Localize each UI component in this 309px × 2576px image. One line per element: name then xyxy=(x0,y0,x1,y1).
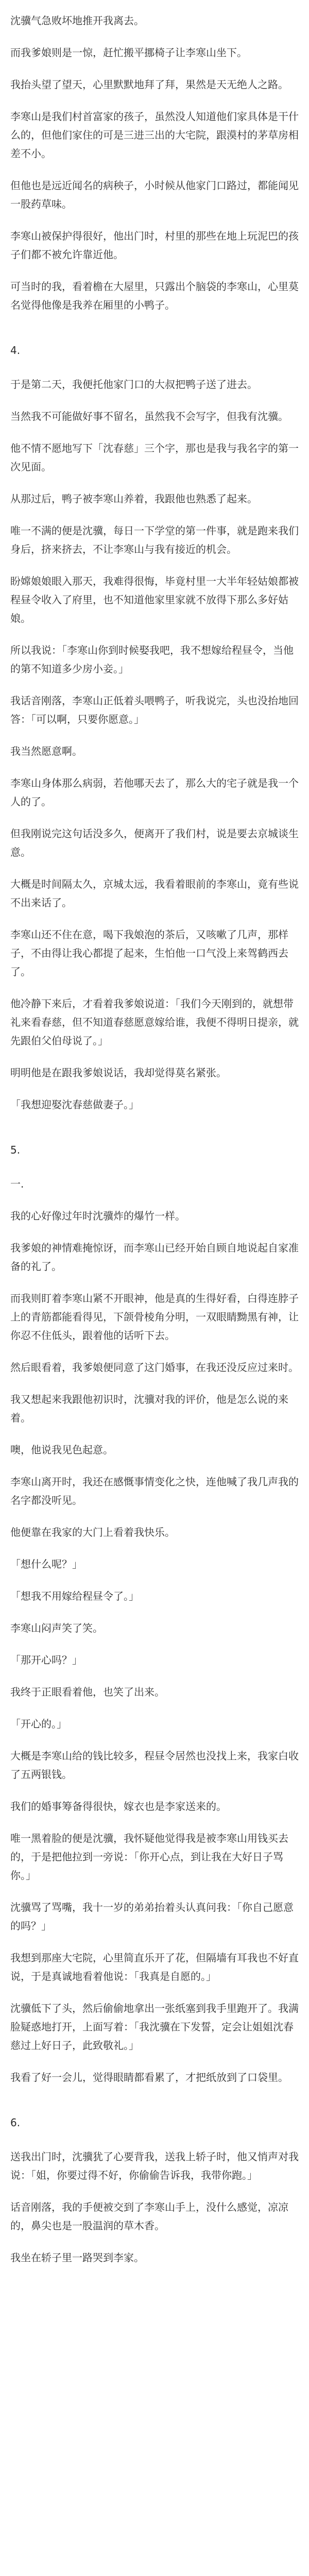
paragraph: 一. xyxy=(10,1178,24,1190)
paragraph: 「我想迎娶沈春慈做妻子。」 xyxy=(10,1098,139,1111)
section-number: 4. xyxy=(10,344,21,357)
section-number: 5. xyxy=(10,1144,21,1156)
paragraph: 而我则盯着李寒山紧不开眼神，他是真的生得好看，白得连脖子上的青筋都能看得见，下颌骨棱角分明，一双眼睛黝黑有神，让你忍不住低头，跟着他的话听下去。 xyxy=(10,1292,299,1342)
paragraph: 唯一不满的便是沈骥，每日一下学堂的第一件事，就是跑来我们身后，挤来挤去，不让李寒山与我有接近的机会。 xyxy=(10,524,299,555)
paragraph: 李寒山还不住在意，喝下我娘泡的茶后，又咳嗽了几声，那样子，不由得让我心都提了起来，生怕他一口气没上来驾鹤西去了。 xyxy=(10,928,288,978)
paragraph: 我看了好一会儿，觉得眼睛都看累了，才把纸放到了口袋里。 xyxy=(10,2071,288,2083)
paragraph: 「想什么呢？」 xyxy=(10,1558,82,1570)
paragraph: 大概是时间隔太久，京城太远，我看着眼前的李寒山，竟有些说不出来话了。 xyxy=(10,878,299,909)
paragraph: 李寒山闷声笑了笑。 xyxy=(10,1622,103,1634)
paragraph: 当然我不可能做好事不留名，虽然我不会写字，但我有沈骥。 xyxy=(10,410,288,422)
paragraph: 「开心的。」 xyxy=(10,1718,67,1730)
paragraph: 盼嫦娘娘眼入那天，我难得很悔，毕竟村里一大半年轻姑娘都被程昼令收入了府里，也不知道他家里家就不放得下那么多好姑娘。 xyxy=(10,575,299,624)
paragraph: 从那过后，鸭子被李寒山养着，我跟他也熟悉了起来。 xyxy=(10,493,258,505)
paragraph: 我话音刚落，李寒山正低着头喂鸭子，听我说完，头也没抬地回答：「可以啊，只要你愿意。」 xyxy=(10,694,299,725)
paragraph: 送我出门时，沈骥犹了心要背我，送我上轿子时，他又悄声对我说：「姐，你要过得不好，你偷偷告诉我，我带你跑。」 xyxy=(10,2150,299,2181)
paragraph: 我爹娘的神情难掩惊讶，而李寒山已经开始自顾自地说起自家准备的礼了。 xyxy=(10,1242,299,1273)
paragraph: 李寒山是我们村首富家的孩子，虽然没人知道他们家具体是干什么的，但他们家住的可是三进三出的大宅院，跟漠村的茅草房相差不小。 xyxy=(10,110,299,160)
paragraph: 他不情不愿地写下「沈春慈」三个字，那也是我与我名字的第一次见面。 xyxy=(10,442,299,473)
paragraph: 我抬头望了望天，心里默默地拜了拜，果然是天无绝人之路。 xyxy=(10,78,288,91)
paragraph: 然后眼看着，我爹娘便同意了这门婚事，在我还没反应过来时。 xyxy=(10,1361,299,1374)
paragraph: 我们的婚事筹备得很快，嫁衣也是李家送来的。 xyxy=(10,1800,227,1812)
paragraph: 所以我说：「李寒山你到时候娶我吧，我不想嫁给程昼令，当他的第不知道多少房小妾。」 xyxy=(10,644,294,675)
paragraph: 李寒山离开时，我还在感慨事情变化之快，连他喊了我几声我的名字都没听见。 xyxy=(10,1476,299,1506)
paragraph: 话音刚落，我的手便被交到了李寒山手上，没什么感觉，凉凉的，鼻尖也是一股温润的草木香。 xyxy=(10,2201,288,2232)
paragraph: 沈骥骂了骂嘴，我十一岁的弟弟抬着头认真问我：「你自己愿意的吗？」 xyxy=(10,1901,294,1932)
paragraph: 我想到那座大宅院，心里简直乐开了花，但隔墙有耳我也不好直说，于是真诚地看着他说：「我真是自愿的。」 xyxy=(10,1952,299,1982)
paragraph: 可当时的我，看着檐在大屋里，只露出个脑袋的李寒山，心里莫名觉得他像是我养在厢里的小鸭子。 xyxy=(10,280,299,311)
paragraph: 大概是李寒山给的钱比较多，程昼令居然也没找上来，我家白收了五两银钱。 xyxy=(10,1750,299,1781)
paragraph: 他便靠在我家的大门上看着我快乐。 xyxy=(10,1526,175,1538)
paragraph: 我的心好像过年时沈骥炸的爆竹一样。 xyxy=(10,1210,185,1222)
paragraph: 李寒山身体那么病弱，若他哪天去了，那么大的宅子就是我一个人的了。 xyxy=(10,777,299,808)
paragraph: 于是第二天，我便托他家门口的大叔把鸭子送了进去。 xyxy=(10,378,258,391)
paragraph: 沈骥气急败坏地推开我离去。 xyxy=(10,14,144,27)
paragraph: 而我爹娘则是一惊，赶忙搬平挪椅子让李寒山坐下。 xyxy=(10,46,247,59)
paragraph: 我当然愿意啊。 xyxy=(10,745,82,757)
paragraph: 但他也是远近闻名的病秧子，小时候从他家门口路过，都能闻见一股药草味。 xyxy=(10,179,299,210)
paragraph: 李寒山被保护得很好，他出门时，村里的那些在地上玩泥巴的孩子们都不被允许靠近他。 xyxy=(10,230,299,261)
paragraph: 我坐在轿子里一路哭到李家。 xyxy=(10,2251,144,2264)
section-number: 6. xyxy=(10,2116,21,2129)
paragraph: 「那开心吗？」 xyxy=(10,1654,82,1666)
paragraph: 我又想起来我跟他初识时，沈骥对我的评价，他是怎么说的来着。 xyxy=(10,1393,288,1424)
paragraph: 明明他是在跟我爹娘说话，我却觉得莫名紧张。 xyxy=(10,1066,227,1079)
paragraph: 他冷静下来后，才看着我爹娘说道：「我们今天刚到的，就想带礼来看春慈，但不知道春慈愿意嫁给谁，我便不得明日提亲，就先跟伯父伯母说了。」 xyxy=(10,997,299,1047)
paragraph: 我终于正眼看着他，也笑了出来。 xyxy=(10,1686,165,1698)
paragraph: 唯一黑着脸的便是沈骥，我怀疑他觉得我是被李寒山用钱买去的，于是把他拉到一旁说：「你开心点，到让我在大好日子骂你。」 xyxy=(10,1832,288,1882)
paragraph: 沈骥低下了头，然后偷偷地拿出一张纸塞到我手里跑开了。我满脸疑惑地打开，上面写着：「我沈骥在下发誓，定会让姐姐沈春慈过上好日子，此致敬礼。」 xyxy=(10,2002,299,2052)
paragraph: 噢，他说我见色起意。 xyxy=(10,1444,113,1456)
paragraph: 「想我不用嫁给程昼令了。」 xyxy=(10,1590,139,1602)
paragraph: 但我刚说完这句话没多久，便离开了我们村，说是要去京城谈生意。 xyxy=(10,827,299,858)
